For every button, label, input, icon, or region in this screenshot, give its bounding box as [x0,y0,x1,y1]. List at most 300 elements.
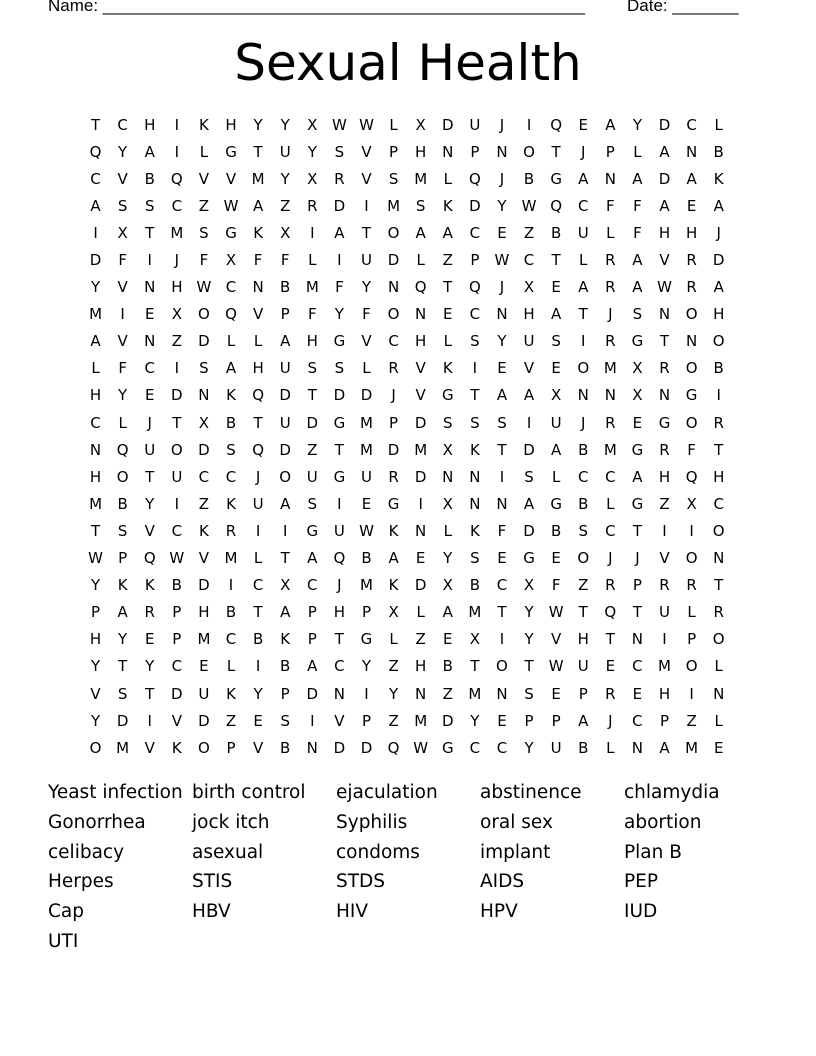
grid-letter: G [360,630,373,649]
grid-letter: T [470,386,480,405]
grid-letter: H [523,305,535,324]
grid-letter: I [337,251,342,270]
grid-letter: V [415,386,426,405]
grid-letter: E [551,359,561,378]
grid-letter: S [470,549,480,568]
grid-letter: C [171,521,183,540]
grid-letter: S [334,142,345,161]
grid-letter: L [362,359,371,378]
grid-letter: F [199,251,209,270]
grid-letter: H [171,278,183,297]
grid-letter: Z [578,576,589,595]
grid-letter: O [198,305,210,324]
grid-letter: M [360,413,373,432]
grid-letter: L [199,142,209,161]
word-bank-item: asexual [192,841,264,863]
grid-letter: O [712,332,725,351]
grid-letter: P [659,711,670,730]
word-bank-item: AIDS [480,871,525,893]
grid-letter: Y [524,603,534,622]
grid-letter: S [117,521,128,540]
grid-letter: I [689,684,694,703]
grid-letter: Y [90,576,101,595]
grid-letter: X [307,169,318,188]
grid-letter: V [523,359,535,378]
grid-letter: V [361,142,372,161]
grid-letter: D [333,386,346,405]
grid-letter: J [608,711,613,730]
grid-letter: V [415,359,426,378]
grid-letter: L [389,630,398,649]
grid-letter: M [603,440,617,459]
grid-letter: G [333,332,346,351]
grid-row [82,165,734,192]
grid-letter: O [685,413,698,432]
grid-letter: D [469,196,481,215]
grid-letter: F [497,521,507,540]
grid-letter: O [712,521,725,540]
grid-letter: T [361,223,372,242]
grid-letter: P [307,630,317,649]
grid-letter: E [632,413,643,432]
grid-letter: D [198,332,210,351]
grid-letter: L [443,169,452,188]
grid-letter: M [468,603,482,622]
grid-letter: C [577,467,589,486]
grid-letter: K [280,630,291,649]
grid-letter: Y [632,115,642,134]
grid-letter: Q [170,169,183,188]
grid-letter: Q [143,549,156,568]
grid-letter: F [633,196,642,215]
grid-letter: A [388,549,399,568]
grid-row [82,599,734,626]
grid-letter: R [713,603,724,622]
grid-letter: Y [524,630,534,649]
word-bank-item: abstinence [480,782,582,803]
grid-letter: K [469,440,480,459]
grid-letter: Z [198,494,210,513]
grid-letter: C [632,657,643,676]
grid-letter: A [225,359,237,378]
grid-letter: A [90,332,101,351]
grid-letter: P [578,684,588,703]
grid-letter: G [685,386,698,405]
grid-letter: V [252,738,264,757]
grid-letter: A [90,196,101,215]
grid-letter: D [171,386,183,405]
grid-letter: A [713,278,724,297]
grid-letter: B [361,549,372,568]
grid-letter: A [442,603,453,622]
grid-letter: J [716,223,721,242]
grid-letter: T [90,115,101,134]
grid-letter: Y [497,332,507,351]
grid-letter: K [226,386,236,405]
grid-letter: E [713,738,724,757]
grid-letter: V [551,630,562,649]
grid-letter: I [282,521,288,540]
grid-letter: E [253,711,263,730]
grid-letter: O [387,305,400,324]
grid-letter: E [497,711,507,730]
grid-letter: I [472,359,478,378]
grid-letter: N [496,305,508,324]
grid-letter: H [252,359,264,378]
grid-letter: D [198,576,210,595]
grid-letter: A [280,494,291,513]
grid-letter: C [605,521,616,540]
grid-letter: U [171,467,183,486]
grid-letter: O [198,738,210,757]
grid-letter: I [174,115,180,134]
grid-letter: W [548,603,564,622]
grid-letter: X [198,413,210,432]
grid-letter: T [497,440,507,459]
grid-letter: K [388,521,399,540]
grid-letter: A [686,169,697,188]
grid-letter: I [499,630,505,649]
grid-letter: J [499,115,505,134]
grid-letter: Y [524,738,534,757]
grid-letter: O [89,738,102,757]
grid-letter: Y [90,711,101,730]
grid-letter: Y [90,278,101,297]
grid-letter: M [414,169,428,188]
grid-letter: N [469,494,481,513]
grid-letter: X [632,386,643,405]
grid-letter: T [551,251,561,270]
grid-letter: H [658,223,671,242]
grid-letter: G [523,549,535,568]
grid-letter: C [577,196,589,215]
grid-letter: L [606,494,615,513]
grid-letter: A [578,169,589,188]
word-bank-item: chlamydia [624,782,720,803]
grid-letter: E [199,657,209,676]
grid-letter: N [442,142,454,161]
grid-letter: H [713,305,725,324]
grid-letter: X [307,115,318,134]
grid-letter: N [252,278,264,297]
grid-letter: Z [415,630,426,649]
grid-letter: W [331,115,347,134]
grid-letter: D [198,440,210,459]
grid-letter: T [443,278,453,297]
grid-letter: O [685,305,698,324]
grid-letter: F [280,251,290,270]
grid-letter: I [174,142,180,161]
name-field-label: Name: ___________________________________________________ [48,0,585,15]
grid-letter: N [713,684,725,703]
grid-letter: T [605,630,615,649]
grid-letter: Q [387,738,400,757]
grid-letter: D [306,413,319,432]
grid-letter: U [144,440,156,459]
grid-letter: A [252,196,264,215]
grid-letter: N [496,142,508,161]
grid-letter: D [306,684,319,703]
grid-letter: J [499,169,505,188]
grid-letter: C [117,115,128,134]
grid-letter: I [689,521,694,540]
grid-letter: P [226,738,236,757]
grid-letter: Y [361,278,372,297]
grid-letter: D [387,251,400,270]
grid-letter: P [280,305,290,324]
grid-letter: L [551,467,561,486]
grid-letter: L [714,711,723,730]
grid-letter: R [686,576,697,595]
grid-letter: T [714,440,724,459]
grid-letter: M [414,711,428,730]
grid-letter: B [280,738,291,757]
grid-letter: S [443,413,453,432]
grid-letter: G [387,494,400,513]
grid-letter: N [333,684,345,703]
grid-letter: Z [225,711,237,730]
grid-letter: Z [280,196,291,215]
grid-letter: L [389,115,398,134]
word-bank-item: Plan B [624,841,682,863]
grid-row [82,301,734,328]
grid-letter: W [548,657,564,676]
grid-letter: F [118,359,127,378]
grid-letter: N [415,684,427,703]
grid-letter: D [523,440,535,459]
grid-letter: D [89,251,102,270]
grid-letter: I [526,115,532,134]
grid-letter: E [144,630,155,649]
grid-letter: Y [118,386,128,405]
grid-letter: H [89,386,102,405]
grid-letter: U [252,494,264,513]
grid-row [82,138,734,165]
grid-letter: F [335,278,344,297]
grid-letter: X [280,576,291,595]
grid-letter: O [685,359,698,378]
grid-letter: F [606,196,615,215]
grid-letter: J [581,142,586,161]
grid-letter: C [198,467,210,486]
grid-letter: T [578,603,588,622]
grid-letter: Z [523,223,535,242]
grid-letter: P [307,603,317,622]
grid-letter: M [89,494,103,513]
grid-letter: L [443,521,452,540]
grid-letter: T [334,630,344,649]
grid-letter: D [279,386,291,405]
grid-letter: Z [659,494,670,513]
grid-letter: C [469,738,481,757]
grid-letter: D [441,115,454,134]
grid-letter: E [443,305,453,324]
grid-letter: A [632,169,643,188]
grid-letter: U [360,251,372,270]
grid-row [82,734,734,761]
grid-letter: L [714,657,723,676]
grid-letter: T [632,521,642,540]
grid-letter: L [253,332,263,351]
grid-letter: G [225,142,237,161]
grid-letter: G [658,413,671,432]
grid-letter: R [388,359,399,378]
grid-letter: K [713,169,724,188]
grid-letter: J [391,386,396,405]
grid-letter: C [632,711,643,730]
grid-letter: M [603,359,617,378]
grid-letter: L [416,603,425,622]
grid-row [82,409,734,436]
grid-letter: X [686,494,697,513]
grid-row [82,219,734,246]
grid-letter: B [171,576,182,595]
grid-letter: D [198,711,210,730]
grid-letter: N [658,305,671,324]
grid-letter: I [662,521,667,540]
grid-letter: S [524,467,534,486]
grid-letter: N [604,169,616,188]
page-title: Sexual Health [234,34,582,92]
grid-letter: V [659,251,670,270]
grid-letter: S [524,684,534,703]
grid-letter: L [606,223,615,242]
grid-letter: T [551,142,561,161]
grid-letter: H [577,630,589,649]
word-bank-item: condoms [336,841,420,863]
grid-letter: E [551,278,561,297]
grid-letter: R [659,359,670,378]
grid-letter: S [551,332,561,351]
grid-letter: Z [442,684,453,703]
grid-letter: I [147,711,152,730]
grid-letter: H [225,115,237,134]
grid-letter: C [225,630,237,649]
grid-letter: T [280,549,290,568]
grid-letter: Q [685,467,698,486]
grid-letter: I [581,332,586,351]
grid-letter: B [280,657,291,676]
grid-letter: H [144,115,156,134]
grid-letter: W [359,115,374,134]
grid-letter: N [89,440,102,459]
grid-row [82,328,734,355]
grid-row [82,192,734,219]
grid-letter: I [93,223,98,242]
grid-letter: E [578,115,588,134]
grid-letter: P [605,142,615,161]
grid-letter: H [89,630,102,649]
grid-letter: Y [334,305,344,324]
grid-letter: N [713,549,725,568]
word-bank-item: IUD [624,901,658,923]
grid-letter: S [415,196,426,215]
grid-letter: Q [116,440,129,459]
grid-letter: G [333,467,346,486]
grid-letter: F [633,223,642,242]
grid-letter: N [469,467,481,486]
grid-letter: M [116,738,130,757]
word-bank-item: Gonorrhea [48,811,146,833]
grid-letter: O [712,630,725,649]
grid-letter: J [337,576,342,595]
word-bank-item: HIV [336,901,369,923]
grid-letter: U [550,413,562,432]
grid-letter: W [657,278,672,297]
grid-letter: L [118,413,127,432]
grid-letter: Y [145,494,155,513]
grid-letter: S [117,684,128,703]
grid-letter: L [253,549,263,568]
grid-letter: Q [550,115,563,134]
grid-letter: X [523,576,535,595]
grid-letter: Y [307,142,317,161]
grid-letter: K [469,521,480,540]
grid-row [82,274,734,301]
grid-letter: Y [443,549,453,568]
grid-letter: A [659,142,670,161]
grid-letter: E [551,684,561,703]
grid-letter: Y [118,142,128,161]
grid-letter: R [605,278,616,297]
grid-letter: C [171,657,183,676]
grid-letter: S [470,413,480,432]
grid-letter: A [307,549,318,568]
grid-letter: D [333,196,346,215]
grid-letter: D [712,251,725,270]
word-bank-item: HPV [480,901,518,923]
grid-letter: C [334,657,345,676]
grid-letter: L [226,332,236,351]
grid-row [82,572,734,599]
grid-letter: N [496,684,508,703]
grid-letter: O [577,359,590,378]
grid-letter: A [713,196,724,215]
grid-letter: M [89,305,103,324]
grid-letter: A [334,223,345,242]
grid-letter: E [497,223,507,242]
grid-letter: D [387,440,400,459]
grid-letter: A [659,738,670,757]
grid-letter: C [523,251,535,270]
grid-letter: N [631,630,644,649]
grid-letter: D [279,440,291,459]
grid-letter: G [631,494,644,513]
grid-letter: M [468,684,482,703]
grid-letter: I [364,684,369,703]
grid-letter: I [255,521,261,540]
grid-letter: J [608,549,613,568]
grid-row [82,490,734,517]
grid-letter: I [662,630,667,649]
grid-letter: I [364,196,369,215]
grid-letter: S [280,711,290,730]
word-bank-item: abortion [624,811,702,833]
grid-letter: L [443,332,452,351]
grid-letter: Z [307,440,318,459]
grid-letter: D [658,115,671,134]
grid-letter: K [171,738,182,757]
grid-letter: M [360,440,373,459]
grid-letter: N [496,494,508,513]
grid-letter: H [415,142,427,161]
grid-letter: T [659,332,670,351]
grid-letter: L [579,251,588,270]
grid-letter: K [388,576,399,595]
grid-letter: Q [252,440,265,459]
grid-letter: V [117,278,128,297]
grid-letter: S [497,413,507,432]
